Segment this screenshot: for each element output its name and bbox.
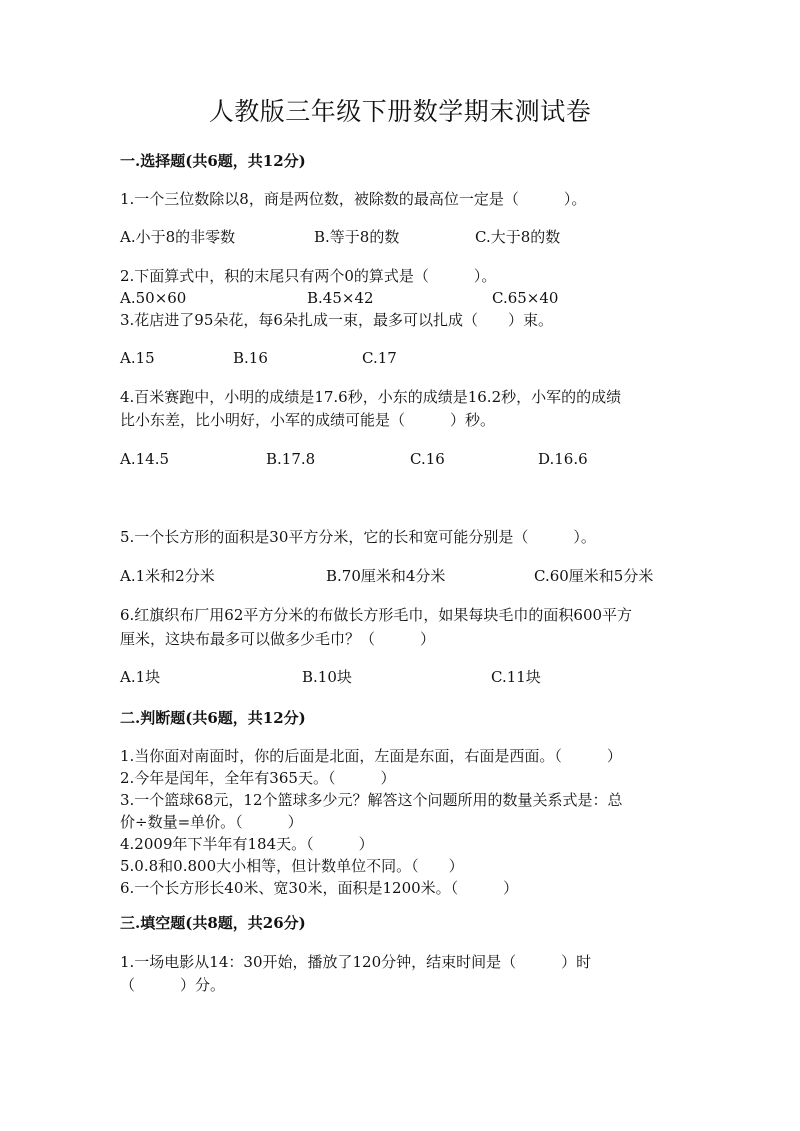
option-b: B.10块 [302, 668, 352, 686]
option-b: B.等于8的数 [314, 228, 400, 246]
statement-text: 1.当你面对南面时，你的后面是北面，左面是东面，右面是西面。（ ） [120, 747, 622, 765]
option-a: A.14.5 [120, 450, 169, 468]
option-c: C.17 [362, 349, 397, 367]
page-title: 人教版三年级下册数学期末测试卷 [208, 97, 592, 126]
option-c: C.11块 [491, 668, 541, 686]
question-text: 1.一场电影从14：30开始，播放了120分钟，结束时间是（ ）时 [120, 953, 592, 971]
option-b: B.16 [233, 349, 268, 367]
statement-text: 4.2009年下半年有184天。（ ） [120, 835, 374, 853]
statement-text: 3.一个篮球68元，12个篮球多少元？解答这个问题所用的数量关系式是：总 [120, 791, 623, 809]
section-heading-fill-blank: 三.填空题(共8题，共26分) [120, 914, 306, 932]
option-a: A.50×60 [120, 289, 187, 307]
option-a: A.1米和2分米 [120, 567, 215, 585]
option-a: A.15 [120, 349, 155, 367]
option-c: C.大于8的数 [475, 228, 561, 246]
option-b: B.70厘米和4分米 [326, 567, 446, 585]
statement-text: 6.一个长方形长40米、宽30米，面积是1200米。（ ） [120, 879, 519, 897]
statement-text: 2.今年是闰年，全年有365天。（ ） [120, 769, 396, 787]
statement-text: 5.0.8和0.800大小相等，但计数单位不同。（ ） [120, 857, 464, 875]
option-b: B.17.8 [266, 450, 316, 468]
question-text: （ ）分。 [120, 976, 226, 994]
option-a: A.1块 [120, 668, 161, 686]
question-text: 1.一个三位数除以8，商是两位数，被除数的最高位一定是（ ）。 [120, 190, 587, 208]
option-b: B.45×42 [307, 289, 374, 307]
question-text: 6.红旗织布厂用62平方分米的布做长方形毛巾，如果每块毛巾的面积600平方 [120, 606, 633, 624]
question-text: 4.百米赛跑中，小明的成绩是17.6秒，小东的成绩是16.2秒，小军的的成绩 [120, 388, 622, 406]
option-d: D.16.6 [538, 450, 588, 468]
question-text: 比小东差，比小明好，小军的成绩可能是（ ）秒。 [120, 411, 496, 429]
question-text: 3.花店进了95朵花，每6朵扎成一束，最多可以扎成（ ）束。 [120, 311, 553, 329]
option-c: C.16 [410, 450, 445, 468]
option-a: A.小于8的非零数 [120, 228, 236, 246]
question-text: 2.下面算式中，积的末尾只有两个0的算式是（ ）。 [120, 267, 497, 285]
question-text: 5.一个长方形的面积是30平方分米，它的长和宽可能分别是（ ）。 [120, 528, 596, 546]
section-heading-judgment: 二.判断题(共6题，共12分) [120, 709, 306, 727]
option-c: C.65×40 [492, 289, 559, 307]
question-text: 厘米，这块布最多可以做多少毛巾？（ ） [120, 630, 436, 648]
option-c: C.60厘米和5分米 [534, 567, 654, 585]
section-heading-choice: 一.选择题(共6题，共12分) [120, 152, 306, 170]
statement-text: 价÷数量=单价。（ ） [120, 813, 303, 831]
